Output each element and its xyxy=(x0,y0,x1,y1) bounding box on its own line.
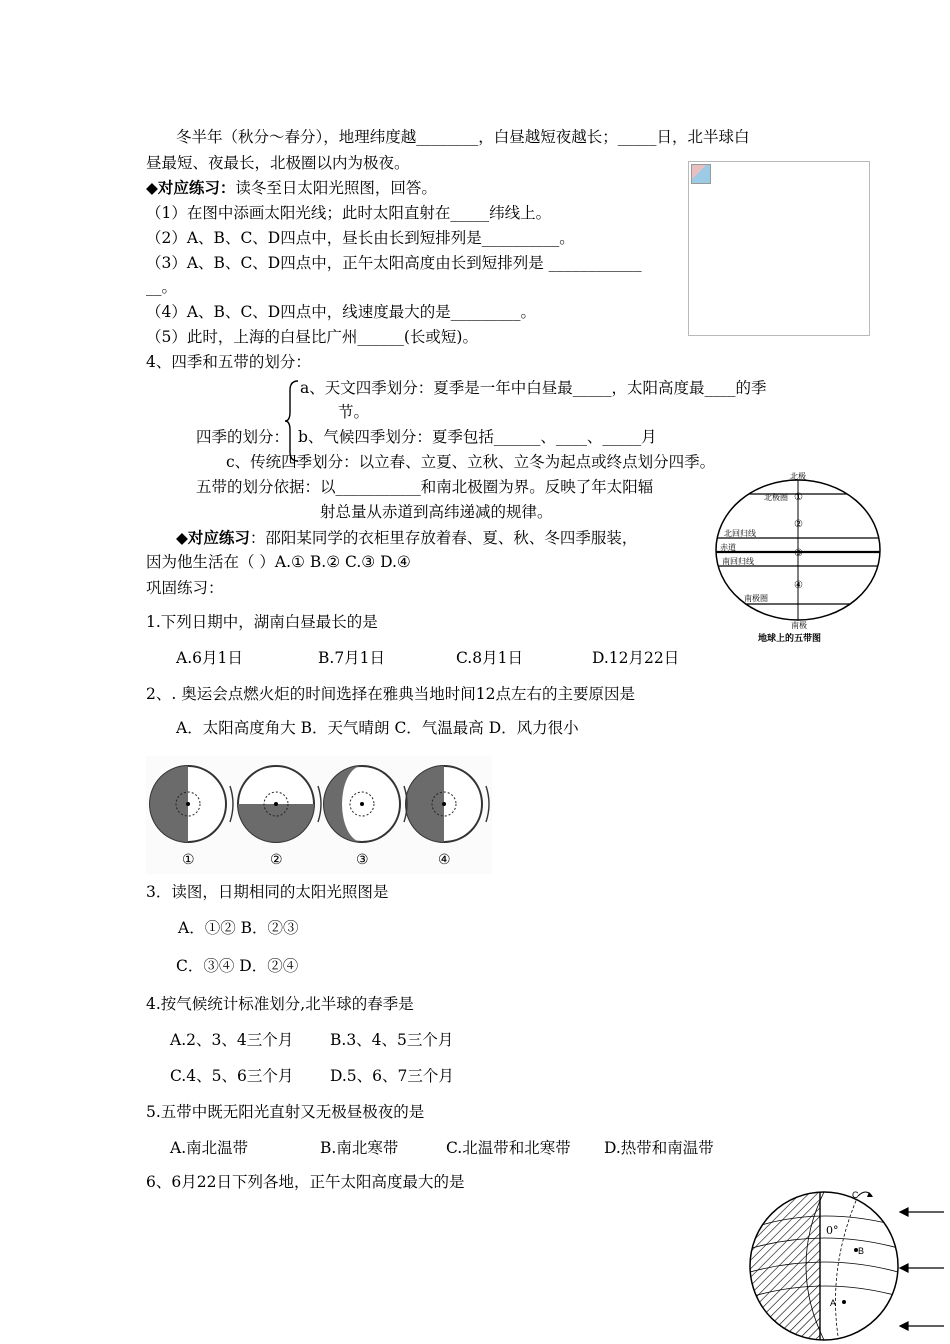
illum-label-3: ③ xyxy=(356,852,369,868)
q3-options-row2: C．③④ D．②④ xyxy=(176,957,299,975)
q1-option-c: C.8月1日 xyxy=(456,649,523,667)
seasons-label: 四季的划分： xyxy=(196,428,290,446)
practice2-text: ：邵阳某同学的衣柜里存放着春、夏、秋、冬四季服装， xyxy=(249,529,638,547)
practice1-q3: （3）A、B、C、D四点中，正午太阳高度由长到短排列是 ____________ xyxy=(146,254,642,272)
practice1-q1: （1）在图中添画太阳光线；此时太阳直射在_____纬线上。 xyxy=(146,204,552,222)
zone-mark-3: ③ xyxy=(794,548,803,559)
practice1-q4: （4）A、B、C、D四点中，线速度最大的是_________。 xyxy=(146,303,536,321)
label-tropic-cancer: 北回归线 xyxy=(724,529,756,538)
zones-basis-line1: 五带的划分依据：以___________和南北极圈为界。反映了年太阳辐 xyxy=(196,478,654,496)
season-traditional: c、传统四季划分：以立春、立夏、立秋、立冬为起点或终点划分四季。 xyxy=(226,453,716,471)
illum-figure-1 xyxy=(150,766,226,842)
broken-image-icon xyxy=(691,164,711,184)
globe-point-c: C xyxy=(852,1190,859,1200)
globe-diagram xyxy=(748,1186,948,1344)
zone-mark-4: ④ xyxy=(794,580,803,591)
q5-option-a: A.南北温带 xyxy=(170,1139,249,1157)
zones-basis-line2: 射总量从赤道到高纬递减的规律。 xyxy=(320,503,553,521)
practice2-options: 因为他生活在（ ）A.① B.② C.③ D.④ xyxy=(146,553,411,571)
practice1-q5: （5）此时，上海的白昼比广州______(长或短)。 xyxy=(146,328,478,346)
label-north-pole: 北极 xyxy=(790,472,806,481)
label-equator: 赤道 xyxy=(720,543,736,552)
practice1-heading-text: 读冬至日太阳光照图，回答。 xyxy=(235,179,437,197)
illum-label-4: ④ xyxy=(438,852,451,868)
illum-label-1: ① xyxy=(182,852,195,868)
q4-stem: 4.按气候统计标准划分,北半球的春季是 xyxy=(146,995,414,1013)
illum-figure-4 xyxy=(406,766,482,842)
q4-option-c: C.4、5、6三个月 xyxy=(170,1067,294,1085)
illum-figure-2 xyxy=(238,766,314,842)
q1-option-b: B.7月1日 xyxy=(318,649,386,667)
q3-stem: 3．读图，日期相同的太阳光照图是 xyxy=(146,883,389,901)
practice1-heading-prefix: ◆对应练习： xyxy=(146,178,236,197)
q5-option-b: B.南北寒带 xyxy=(320,1139,399,1157)
label-south-pole: 南极 xyxy=(791,621,807,630)
q1-option-d: D.12月22日 xyxy=(592,649,680,667)
season-astro-line1: a、天文四季划分：夏季是一年中白昼最_____，太阳高度最____的季 xyxy=(300,379,767,397)
q1-stem: 1.下列日期中，湖南白昼最长的是 xyxy=(146,613,378,631)
practice1-q2: （2）A、B、C、D四点中，昼长由长到短排列是__________。 xyxy=(146,229,575,247)
q6-stem: 6、6月22日下列各地，正午太阳高度最大的是 xyxy=(146,1173,465,1191)
q4-option-a: A.2、3、4三个月 xyxy=(170,1031,294,1049)
curly-brace-icon xyxy=(284,380,300,462)
practice1-q3-cont: __。 xyxy=(146,278,178,296)
label-arctic-circle: 北极圈 xyxy=(764,493,788,502)
consolidate-heading: 巩固练习： xyxy=(146,579,224,597)
sun-ray-arrows xyxy=(900,1208,944,1330)
label-antarctic-circle: 南极圈 xyxy=(744,594,768,603)
globe-label-zero-deg: 0° xyxy=(826,1224,839,1237)
illum-label-2: ② xyxy=(270,852,283,868)
para-winter-line1: 冬半年（秋分～春分），地理纬度越________，白昼越短夜越长；_____日，北半球白 xyxy=(176,128,750,146)
q3-options-row1: A．①② B．②③ xyxy=(178,919,299,937)
label-tropic-capricorn: 南回归线 xyxy=(722,557,754,566)
season-climate: b、气候四季划分：夏季包括______、____、_____月 xyxy=(298,428,657,446)
practice2-heading xyxy=(176,528,637,548)
q2-stem: 2、. 奥运会点燃火炬的时间选择在雅典当地时间12点左右的主要原因是 xyxy=(146,685,635,703)
globe-point-b: B xyxy=(858,1246,865,1256)
q2-options: A．太阳高度角大 B．天气晴朗 C．气温最高 D．风力很小 xyxy=(176,719,579,737)
practice2-prefix: ◆对应练习 xyxy=(176,528,250,547)
illum-figure-3 xyxy=(324,766,400,842)
image-placeholder xyxy=(688,161,870,336)
section4-title: 4、四季和五带的划分： xyxy=(146,353,311,371)
q4-option-d: D.5、6、7三个月 xyxy=(330,1067,454,1085)
season-astro-line2: 节。 xyxy=(338,403,370,421)
zone-mark-1: ① xyxy=(794,492,803,503)
q5-option-d: D.热带和南温带 xyxy=(604,1139,714,1157)
para-winter-line2: 昼最短、夜最长，北极圈以内为极夜。 xyxy=(146,154,410,172)
five-zones-diagram xyxy=(712,470,892,648)
q4-option-b: B.3、4、5三个月 xyxy=(330,1031,454,1049)
illumination-diagrams xyxy=(146,756,492,874)
practice1-heading xyxy=(146,178,437,198)
q5-stem: 5.五带中既无阳光直射又无极昼极夜的是 xyxy=(146,1103,425,1121)
globe-point-a: A xyxy=(830,1298,837,1308)
q5-option-c: C.北温带和北寒带 xyxy=(446,1139,571,1157)
zones-caption: 地球上的五带图 xyxy=(758,633,822,643)
zone-mark-2: ② xyxy=(794,519,803,530)
q1-option-a: A.6月1日 xyxy=(176,649,243,667)
